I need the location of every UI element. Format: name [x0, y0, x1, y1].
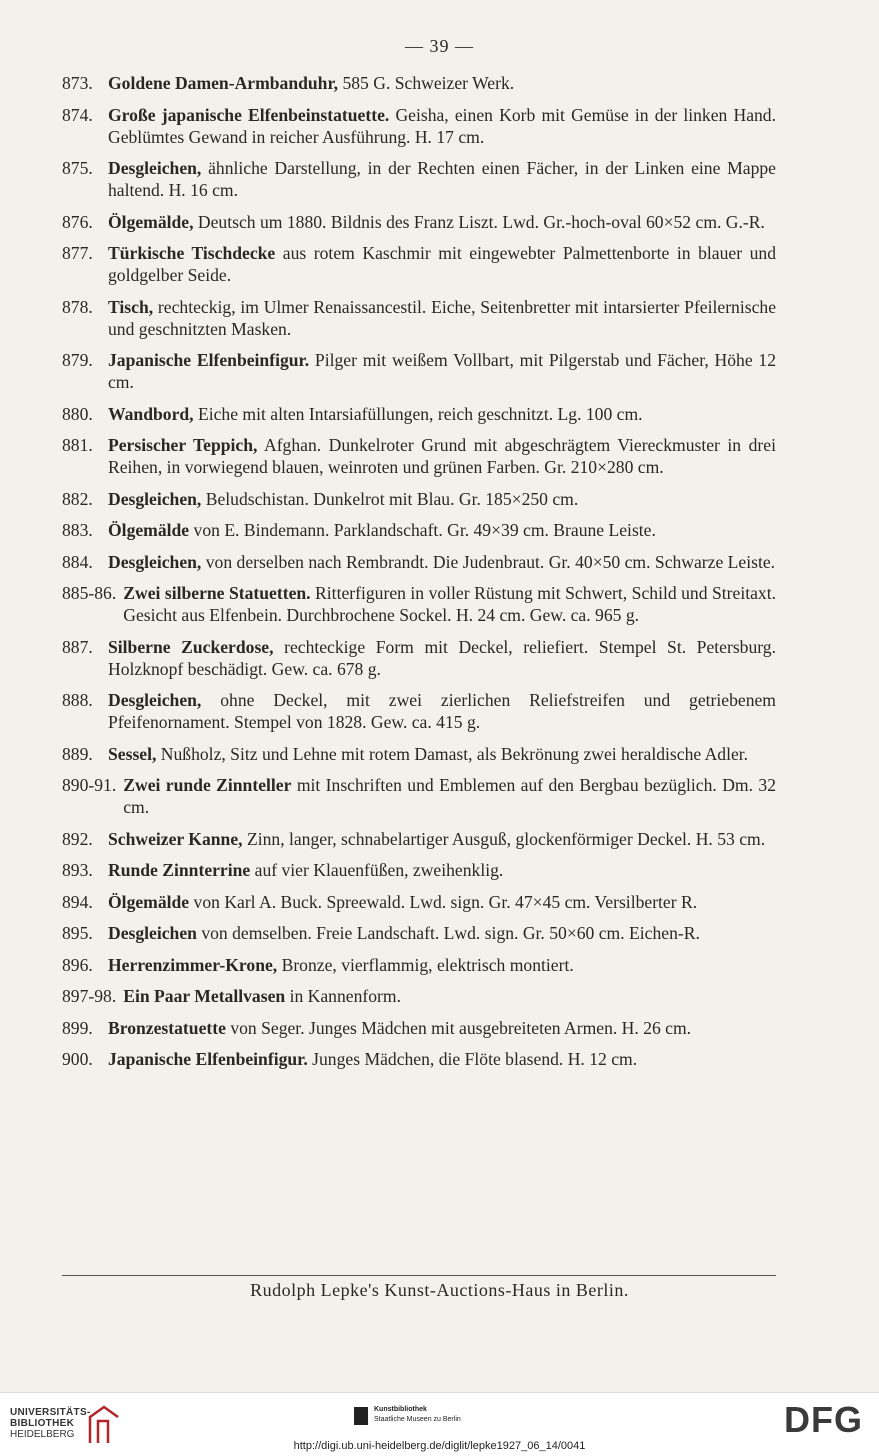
entry-title: Sessel, — [108, 743, 157, 764]
entry-number: 882. — [62, 488, 93, 509]
catalog-entry — [62, 774, 776, 818]
footer-publisher: Rudolph Lepke's Kunst-Auctions-Haus in Berlin. — [250, 1280, 629, 1300]
entry-number: 877. — [62, 243, 93, 263]
catalog-entry — [62, 954, 776, 976]
entry-text: Nußholz, Sitz und Lehne mit rotem Damast, als Bekrönung zwei heraldische Adler. — [156, 743, 749, 764]
entry-body — [108, 104, 776, 148]
entry-body — [108, 922, 776, 944]
university-library-logo[interactable] — [10, 1407, 91, 1440]
entry-number: 900. — [62, 1049, 93, 1069]
entry-body — [108, 743, 776, 765]
catalog-entry — [62, 157, 776, 201]
entry-body — [108, 828, 776, 850]
entry-number: 894. — [62, 891, 93, 912]
entry-body — [108, 891, 776, 913]
catalog-entry — [62, 551, 776, 573]
entry-title: Ölgemälde, — [108, 211, 194, 232]
entry-title: Desgleichen — [108, 923, 197, 943]
entry-body — [108, 296, 776, 340]
entry-number: 893. — [62, 860, 93, 880]
entry-number: 889. — [62, 743, 93, 764]
entry-text: rechteckige Form mit Deckel, reliefiert. Stempel St. Petersburg. Holzknopf beschädigt. Gew. ca. 678 g. — [108, 636, 777, 679]
entry-number: 896. — [62, 954, 93, 975]
entry-title: Herrenzimmer-Krone, — [108, 954, 278, 975]
entry-text: von E. Bindemann. Parklandschaft. Gr. 49×39 cm. Braune Leiste. — [189, 520, 656, 540]
entry-body — [108, 403, 776, 425]
catalog-entry — [62, 582, 776, 626]
entry-body — [108, 689, 776, 733]
entry-number: 897-98. — [62, 986, 117, 1006]
kunstbibliothek-icon — [354, 1407, 368, 1425]
entry-title: Ölgemälde — [108, 520, 190, 540]
entry-number: 878. — [62, 296, 93, 317]
entry-text: Bronze, vierflammig, elektrisch montiert. — [277, 954, 574, 975]
catalog-entries — [62, 72, 776, 1080]
kunstbibliothek-logo[interactable] — [374, 1405, 461, 1425]
entry-text: von demselben. Freie Landschaft. Lwd. sign. Gr. 50×60 cm. Eichen-R. — [196, 923, 700, 943]
entry-number: 875. — [62, 158, 93, 178]
entry-text: Pilger mit weißem Vollbart, mit Pilgerstab und Fächer, Höhe 12 cm. — [108, 350, 776, 392]
entry-title: Desgleichen, — [108, 488, 202, 509]
entry-title: Runde Zinnterrine — [108, 860, 251, 880]
catalog-entry — [62, 859, 776, 881]
library-line-3: HEIDELBERG — [10, 1429, 75, 1440]
entry-body — [108, 157, 776, 201]
entry-text: Zinn, langer, schnabelartiger Ausguß, glockenförmiger Deckel. H. 53 cm. — [242, 828, 766, 849]
entry-title: Silberne Zuckerdose, — [108, 636, 274, 657]
catalog-entry — [62, 1017, 776, 1039]
entry-number: 884. — [62, 551, 93, 572]
entry-number: 887. — [62, 636, 93, 657]
footer-divider — [62, 1275, 776, 1276]
catalog-entry — [62, 743, 776, 765]
entry-text: aus rotem Kaschmir mit eingewebter Palmettenborte in blauer und goldgelber Seide. — [108, 243, 777, 285]
entry-text: ohne Deckel, mit zwei zierlichen Reliefstreifen und getriebenem Pfeifenornament. Stempel von 1828. Gew. ca. 415 g. — [108, 690, 776, 732]
kb-line-2: Staatliche Museen zu Berlin — [374, 1416, 461, 1423]
entry-body — [108, 72, 776, 94]
catalog-entry — [62, 104, 776, 148]
catalog-entry — [62, 296, 776, 340]
entry-text: in Kannenform. — [285, 986, 401, 1006]
entry-number: 883. — [62, 520, 93, 540]
entry-title: Desgleichen, — [108, 158, 202, 178]
catalog-entry — [62, 1048, 776, 1070]
entry-text: auf vier Klauenfüßen, zweihenklig. — [250, 860, 504, 880]
entry-text: von Seger. Junges Mädchen mit ausgebreiteten Armen. H. 26 cm. — [225, 1017, 692, 1038]
entry-title: Desgleichen, — [108, 690, 202, 710]
entry-body — [108, 859, 776, 881]
entry-title: Japanische Elfenbeinfigur. — [108, 350, 310, 370]
entry-number: 888. — [62, 690, 93, 710]
entry-number: 880. — [62, 403, 93, 424]
catalog-entry — [62, 922, 776, 944]
dfg-logo[interactable]: DFG — [784, 1399, 863, 1440]
entry-number: 885-86. — [62, 583, 117, 603]
entry-title: Schweizer Kanne, — [108, 828, 243, 849]
entry-body — [108, 434, 776, 478]
catalog-entry — [62, 519, 776, 541]
entry-body — [108, 349, 776, 393]
entry-text: mit Inschriften und Emblemen auf den Bergbau bezüglich. Dm. 32 cm. — [123, 775, 776, 817]
entry-text: von derselben nach Rembrandt. Die Judenbraut. Gr. 40×50 cm. Schwarze Leiste. — [201, 551, 776, 572]
page-number: — 39 — — [405, 36, 474, 56]
catalog-entry — [62, 488, 776, 510]
catalog-entry — [62, 891, 776, 913]
entry-text: Geisha, einen Korb mit Gemüse in der linken Hand. Geblümtes Gewand in reicher Ausführung. H. 17 cm. — [108, 104, 777, 147]
entry-title: Große japanische Elfenbeinstatuette. — [108, 104, 390, 125]
catalog-entry — [62, 211, 776, 233]
entry-title: Ölgemälde — [108, 891, 190, 912]
entry-body — [108, 242, 776, 286]
entry-body — [108, 1048, 776, 1070]
entry-number: 895. — [62, 923, 93, 943]
entry-text: von Karl A. Buck. Spreewald. Lwd. sign. Gr. 47×45 cm. Versilberter R. — [189, 891, 698, 912]
entry-title: Zwei runde Zinnteller — [123, 775, 292, 795]
catalog-entry — [62, 689, 776, 733]
library-line-1: UNIVERSITÄTS- — [10, 1407, 91, 1418]
entry-number: 876. — [62, 211, 93, 232]
entry-text: Junges Mädchen, die Flöte blasend. H. 12 cm. — [307, 1049, 638, 1069]
entry-title: Persischer Teppich, — [108, 435, 258, 455]
catalog-entry — [62, 434, 776, 478]
entry-number: 881. — [62, 435, 93, 455]
catalog-entry — [62, 636, 776, 680]
entry-body — [108, 211, 776, 233]
entry-body — [108, 519, 776, 541]
library-line-2: BIBLIOTHEK — [10, 1418, 75, 1429]
entry-number: 879. — [62, 350, 93, 370]
entry-title: Wandbord, — [108, 403, 194, 424]
entry-text: Beludschistan. Dunkelrot mit Blau. Gr. 185×250 cm. — [201, 488, 579, 509]
entry-title: Türkische Tischdecke — [108, 243, 276, 263]
entry-number: 873. — [62, 73, 93, 93]
entry-text: Ritterfiguren in voller Rüstung mit Schwert, Schild und Streitaxt. Gesicht aus Elfenbein. Durchbrochene Sockel. H. 24 cm. Gew. ca. 965 g. — [123, 583, 776, 625]
entry-body — [108, 488, 776, 510]
entry-body — [108, 551, 776, 573]
entry-title: Zwei silberne Statuetten. — [123, 583, 311, 603]
catalog-entry — [62, 349, 776, 393]
entry-text: Eiche mit alten Intarsiafüllungen, reich geschnitzt. Lg. 100 cm. — [193, 403, 643, 424]
entry-title: Desgleichen, — [108, 551, 202, 572]
catalog-entry — [62, 242, 776, 286]
entry-title: Goldene Damen-Armbanduhr, — [108, 73, 339, 93]
entry-title: Ein Paar Metallvasen — [123, 986, 286, 1006]
entry-number: 892. — [62, 828, 93, 849]
entry-body — [123, 582, 776, 626]
entry-title: Japanische Elfenbeinfigur. — [108, 1049, 308, 1069]
entry-title: Tisch, — [108, 296, 154, 317]
entry-text: rechteckig, im Ulmer Renaissancestil. Eiche, Seitenbretter mit intarsierter Pfeilernische und geschnitzten Masken. — [108, 296, 776, 339]
entry-text: ähnliche Darstellung, in der Rechten einen Fächer, in der Linken eine Mappe haltend. H. 16 cm. — [108, 158, 776, 200]
entry-text: Afghan. Dunkelroter Grund mit abgeschrägtem Viereckmuster in drei Reihen, in vorwiegend blauen, weinroten und grünen Farben. Gr. 210×280 cm. — [108, 435, 776, 477]
source-url[interactable]: http://digi.ub.uni-heidelberg.de/diglit/lepke1927_06_14/0041 — [293, 1440, 586, 1452]
entry-text: 585 G. Schweizer Werk. — [338, 73, 515, 93]
catalog-entry — [62, 985, 776, 1007]
catalog-entry — [62, 403, 776, 425]
entry-body — [108, 636, 776, 680]
entry-body — [108, 1017, 776, 1039]
entry-body — [108, 954, 776, 976]
kb-line-1: Kunstbibliothek — [374, 1406, 427, 1413]
entry-number: 874. — [62, 104, 93, 125]
catalog-entry — [62, 72, 776, 94]
entry-title: Bronzestatuette — [108, 1017, 226, 1038]
entry-number: 899. — [62, 1017, 93, 1038]
catalog-entry — [62, 828, 776, 850]
entry-number: 890-91. — [62, 775, 117, 795]
entry-body — [123, 774, 776, 818]
entry-body — [123, 985, 776, 1007]
entry-text: Deutsch um 1880. Bildnis des Franz Liszt. Lwd. Gr.-hoch-oval 60×52 cm. G.-R. — [193, 211, 765, 232]
